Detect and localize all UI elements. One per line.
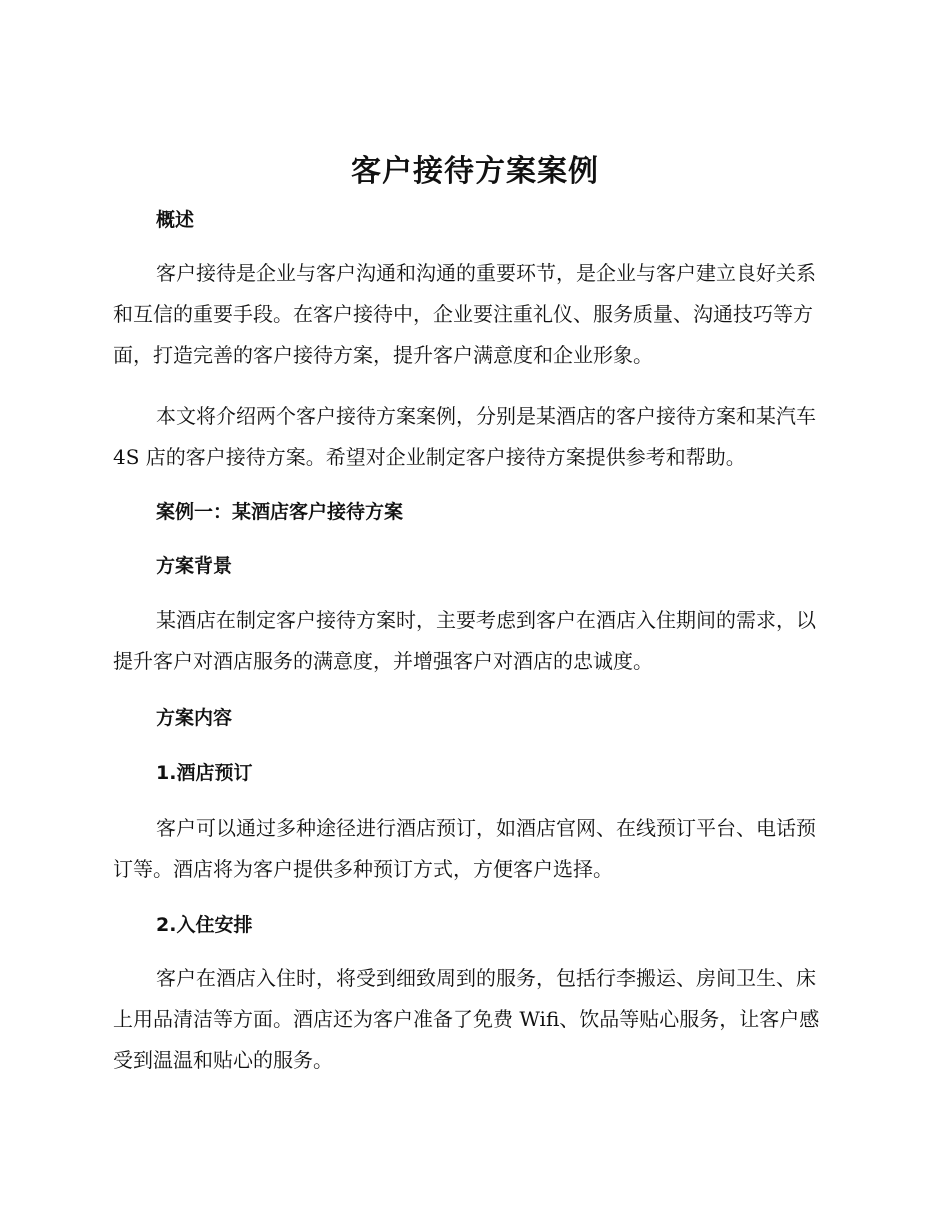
- overview-paragraph-2: 本文将介绍两个客户接待方案案例，分别是某酒店的客户接待方案和某汽车 4S 店的客户接待方案。希望对企业制定客户接待方案提供参考和帮助。: [113, 404, 816, 469]
- item2-heading: 2.入住安排: [156, 914, 253, 936]
- overview-paragraph-1: 客户接待是企业与客户沟通和沟通的重要环节，是企业与客户建立良好关系和互信的重要手段。在客户接待中，企业要注重礼仪、服务质量、沟通技巧等方面，打造完善的客户接待方案，提升客户满意度和企业形象。: [113, 261, 816, 367]
- background-paragraph: 某酒店在制定客户接待方案时，主要考虑到客户在酒店入住期间的需求，以提升客户对酒店服务的满意度，并增强客户对酒店的忠诚度。: [113, 608, 816, 673]
- background-heading: 方案背景: [156, 555, 233, 577]
- item1-heading: 1.酒店预订: [156, 762, 253, 784]
- case1-heading: 案例一：某酒店客户接待方案: [156, 501, 404, 523]
- content-heading: 方案内容: [156, 707, 233, 729]
- overview-heading: 概述: [156, 209, 195, 231]
- item2-paragraph: 客户在酒店入住时，将受到细致周到的服务，包括行李搬运、房间卫生、床上用品清洁等方面。酒店还为客户准备了免费 Wifi、饮品等贴心服务，让客户感受到温温和贴心的服务。: [113, 966, 820, 1072]
- item1-paragraph: 客户可以通过多种途径进行酒店预订，如酒店官网、在线预订平台、电话预订等。酒店将为客户提供多种预订方式，方便客户选择。: [113, 816, 816, 881]
- document-title: 客户接待方案案例: [351, 154, 599, 189]
